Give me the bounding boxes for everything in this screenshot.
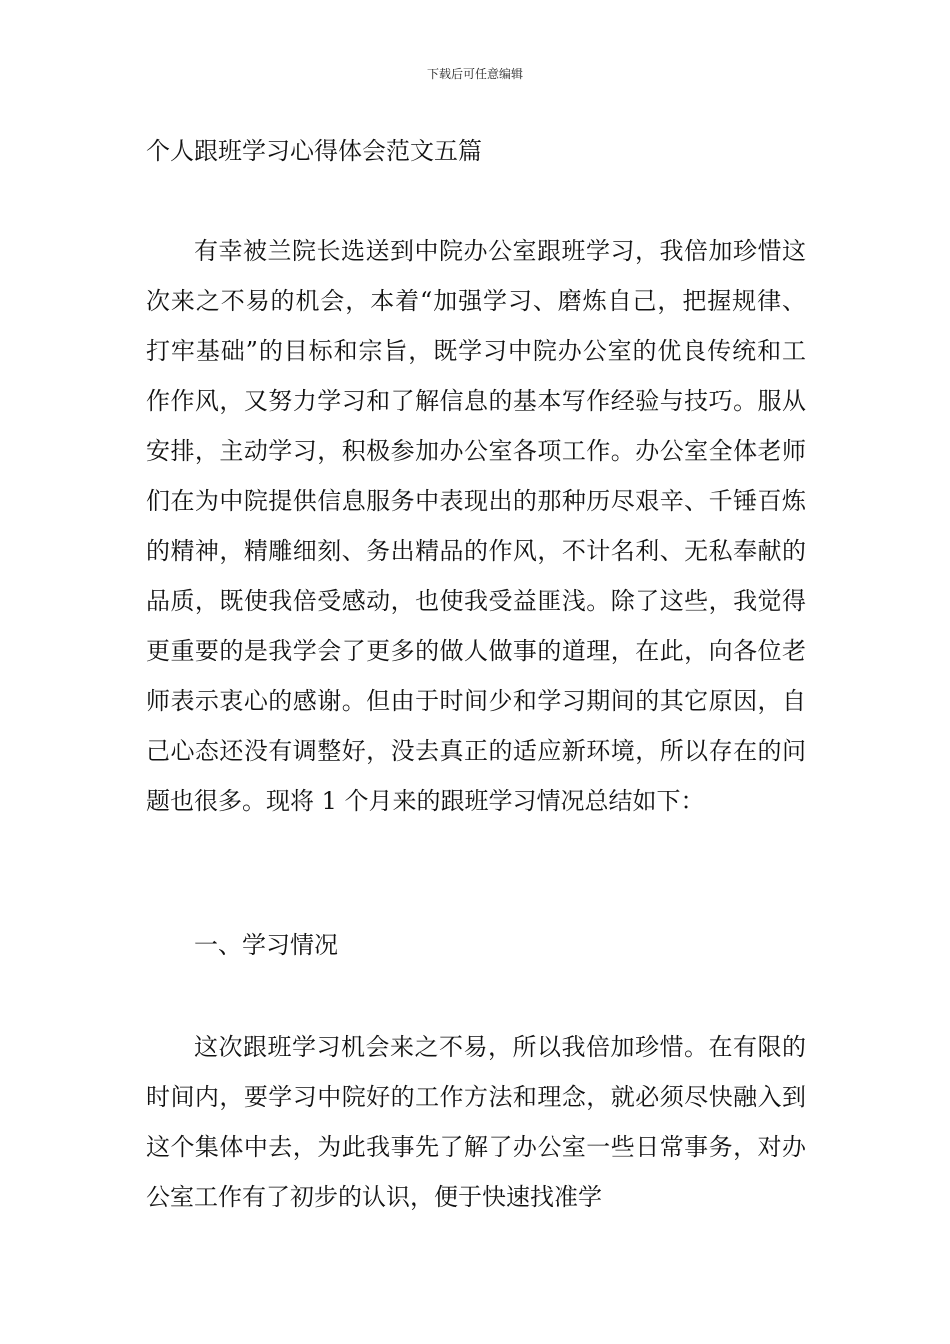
body-paragraph-study: 这次跟班学习机会来之不易，所以我倍加珍惜。在有限的时间内，要学习中院好的工作方法和理念，就必须尽快融入到这个集体中去，为此我事先了解了办公室一些日常事务，对办公室工作有了初步的认识，便于快速找准学 <box>146 1033 806 1211</box>
section-heading: 一、学习情况 <box>194 931 338 959</box>
header-note: 下载后可任意编辑 <box>426 67 523 81</box>
body-paragraph-intro: 有幸被兰院长选送到中院办公室跟班学习，我倍加珍惜这次来之不易的机会，本着“加强学习、磨炼自己，把握规律、打牢基础”的目标和宗旨，既学习中院办公室的优良传统和工作作风，又努力学习和了解信息的基本写作经验与技巧。服从安排，主动学习，积极参加办公室各项工作。办公室全体老师们在为中院提供信息服务中表现出的那种历尽艰辛、千锤百炼的精神，精雕细刻、务出精品的作风，不计名利、无私奉献的品质，既使我倍受感动，也使我受益匪浅。除了这些，我觉得更重要的是我学会了更多的做人做事的道理，在此，向各位老师表示衷心的感谢。但由于时间少和学习期间的其它原因，自己心态还没有调整好，没去真正的适应新环境，所以存在的问题也很多。现将 1 个月来的跟班学习情况总结如下： <box>146 237 806 815</box>
document-title: 个人跟班学习心得体会范文五篇 <box>146 137 482 165</box>
